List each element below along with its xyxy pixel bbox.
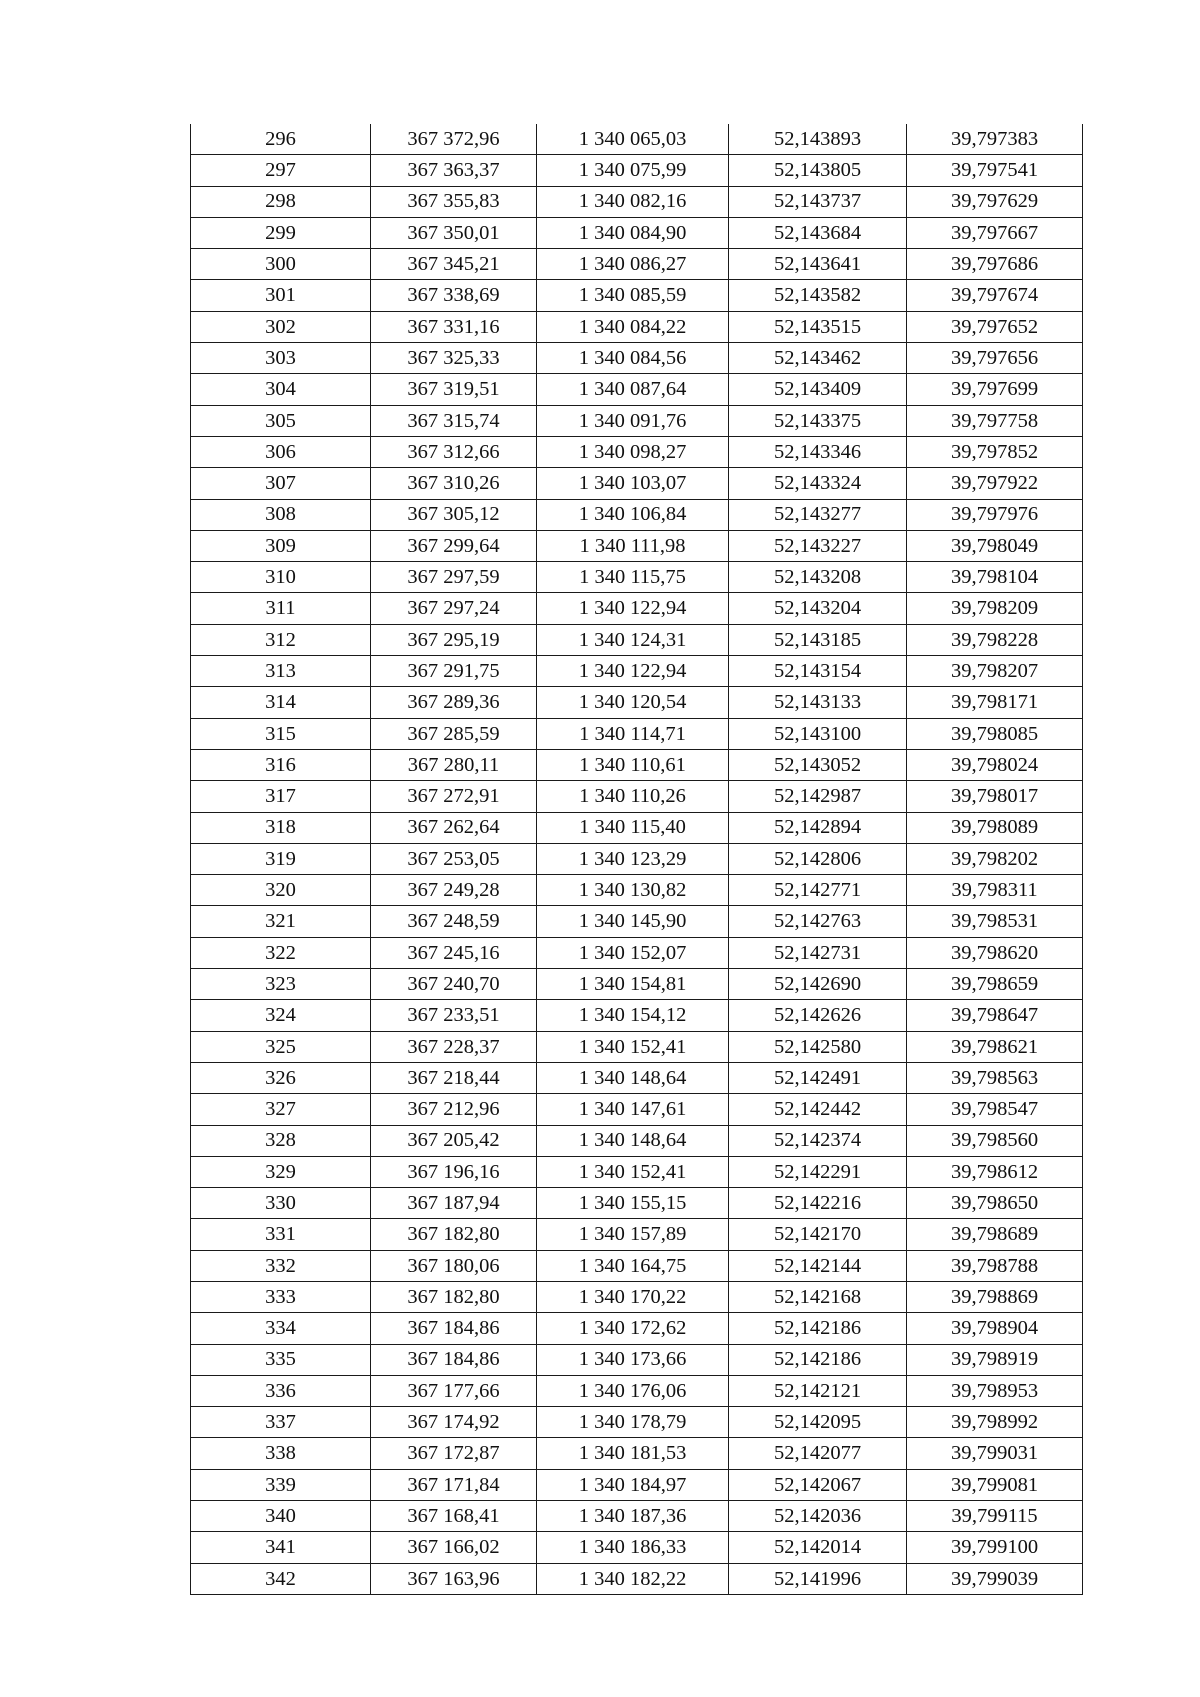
x-coordinate-cell: 367 291,75 bbox=[371, 656, 537, 687]
y-coordinate-cell: 1 340 164,75 bbox=[537, 1250, 729, 1281]
x-coordinate-cell: 367 174,92 bbox=[371, 1407, 537, 1438]
table-row bbox=[191, 1062, 1083, 1093]
longitude-cell: 39,797667 bbox=[907, 217, 1083, 248]
point-number-cell: 302 bbox=[191, 311, 371, 342]
longitude-cell: 39,798228 bbox=[907, 624, 1083, 655]
latitude-cell: 52,142690 bbox=[729, 969, 907, 1000]
longitude-cell: 39,799100 bbox=[907, 1532, 1083, 1563]
x-coordinate-cell: 367 253,05 bbox=[371, 843, 537, 874]
longitude-cell: 39,797758 bbox=[907, 405, 1083, 436]
table-row bbox=[191, 593, 1083, 624]
table-row bbox=[191, 1344, 1083, 1375]
y-coordinate-cell: 1 340 085,59 bbox=[537, 280, 729, 311]
table-row bbox=[191, 1031, 1083, 1062]
latitude-cell: 52,142144 bbox=[729, 1250, 907, 1281]
latitude-cell: 52,143154 bbox=[729, 656, 907, 687]
latitude-cell: 52,142067 bbox=[729, 1469, 907, 1500]
x-coordinate-cell: 367 345,21 bbox=[371, 249, 537, 280]
y-coordinate-cell: 1 340 122,94 bbox=[537, 656, 729, 687]
point-number-cell: 332 bbox=[191, 1250, 371, 1281]
latitude-cell: 52,142077 bbox=[729, 1438, 907, 1469]
longitude-cell: 39,798024 bbox=[907, 749, 1083, 780]
latitude-cell: 52,143375 bbox=[729, 405, 907, 436]
table-row bbox=[191, 812, 1083, 843]
x-coordinate-cell: 367 205,42 bbox=[371, 1125, 537, 1156]
point-number-cell: 318 bbox=[191, 812, 371, 843]
table-row bbox=[191, 436, 1083, 467]
latitude-cell: 52,141996 bbox=[729, 1563, 907, 1594]
table-row bbox=[191, 1125, 1083, 1156]
y-coordinate-cell: 1 340 147,61 bbox=[537, 1094, 729, 1125]
table-row bbox=[191, 374, 1083, 405]
y-coordinate-cell: 1 340 152,41 bbox=[537, 1156, 729, 1187]
latitude-cell: 52,142186 bbox=[729, 1344, 907, 1375]
latitude-cell: 52,142987 bbox=[729, 781, 907, 812]
table-row bbox=[191, 1407, 1083, 1438]
point-number-cell: 301 bbox=[191, 280, 371, 311]
latitude-cell: 52,143893 bbox=[729, 124, 907, 155]
point-number-cell: 316 bbox=[191, 749, 371, 780]
x-coordinate-cell: 367 355,83 bbox=[371, 186, 537, 217]
y-coordinate-cell: 1 340 176,06 bbox=[537, 1375, 729, 1406]
x-coordinate-cell: 367 249,28 bbox=[371, 875, 537, 906]
longitude-cell: 39,797699 bbox=[907, 374, 1083, 405]
point-number-cell: 328 bbox=[191, 1125, 371, 1156]
x-coordinate-cell: 367 350,01 bbox=[371, 217, 537, 248]
longitude-cell: 39,798904 bbox=[907, 1313, 1083, 1344]
point-number-cell: 329 bbox=[191, 1156, 371, 1187]
latitude-cell: 52,142626 bbox=[729, 1000, 907, 1031]
latitude-cell: 52,143737 bbox=[729, 186, 907, 217]
point-number-cell: 324 bbox=[191, 1000, 371, 1031]
y-coordinate-cell: 1 340 087,64 bbox=[537, 374, 729, 405]
x-coordinate-cell: 367 319,51 bbox=[371, 374, 537, 405]
x-coordinate-cell: 367 212,96 bbox=[371, 1094, 537, 1125]
x-coordinate-cell: 367 262,64 bbox=[371, 812, 537, 843]
y-coordinate-cell: 1 340 120,54 bbox=[537, 687, 729, 718]
latitude-cell: 52,142763 bbox=[729, 906, 907, 937]
y-coordinate-cell: 1 340 091,76 bbox=[537, 405, 729, 436]
table-row bbox=[191, 562, 1083, 593]
x-coordinate-cell: 367 168,41 bbox=[371, 1501, 537, 1532]
table-row bbox=[191, 405, 1083, 436]
longitude-cell: 39,799031 bbox=[907, 1438, 1083, 1469]
point-number-cell: 300 bbox=[191, 249, 371, 280]
table-row bbox=[191, 749, 1083, 780]
point-number-cell: 311 bbox=[191, 593, 371, 624]
latitude-cell: 52,142121 bbox=[729, 1375, 907, 1406]
latitude-cell: 52,143462 bbox=[729, 343, 907, 374]
y-coordinate-cell: 1 340 186,33 bbox=[537, 1532, 729, 1563]
longitude-cell: 39,797629 bbox=[907, 186, 1083, 217]
point-number-cell: 310 bbox=[191, 562, 371, 593]
y-coordinate-cell: 1 340 152,41 bbox=[537, 1031, 729, 1062]
latitude-cell: 52,142580 bbox=[729, 1031, 907, 1062]
point-number-cell: 303 bbox=[191, 343, 371, 374]
table-row bbox=[191, 124, 1083, 155]
point-number-cell: 309 bbox=[191, 530, 371, 561]
x-coordinate-cell: 367 184,86 bbox=[371, 1344, 537, 1375]
y-coordinate-cell: 1 340 170,22 bbox=[537, 1281, 729, 1312]
x-coordinate-cell: 367 338,69 bbox=[371, 280, 537, 311]
point-number-cell: 338 bbox=[191, 1438, 371, 1469]
longitude-cell: 39,797922 bbox=[907, 468, 1083, 499]
table-row bbox=[191, 687, 1083, 718]
point-number-cell: 340 bbox=[191, 1501, 371, 1532]
point-number-cell: 341 bbox=[191, 1532, 371, 1563]
point-number-cell: 330 bbox=[191, 1188, 371, 1219]
point-number-cell: 313 bbox=[191, 656, 371, 687]
table-row bbox=[191, 1219, 1083, 1250]
longitude-cell: 39,799115 bbox=[907, 1501, 1083, 1532]
table-row bbox=[191, 155, 1083, 186]
longitude-cell: 39,798089 bbox=[907, 812, 1083, 843]
x-coordinate-cell: 367 218,44 bbox=[371, 1062, 537, 1093]
longitude-cell: 39,797686 bbox=[907, 249, 1083, 280]
point-number-cell: 334 bbox=[191, 1313, 371, 1344]
latitude-cell: 52,143204 bbox=[729, 593, 907, 624]
y-coordinate-cell: 1 340 148,64 bbox=[537, 1062, 729, 1093]
point-number-cell: 327 bbox=[191, 1094, 371, 1125]
y-coordinate-cell: 1 340 114,71 bbox=[537, 718, 729, 749]
table-row bbox=[191, 217, 1083, 248]
point-number-cell: 298 bbox=[191, 186, 371, 217]
point-number-cell: 331 bbox=[191, 1219, 371, 1250]
x-coordinate-cell: 367 184,86 bbox=[371, 1313, 537, 1344]
point-number-cell: 337 bbox=[191, 1407, 371, 1438]
longitude-cell: 39,798207 bbox=[907, 656, 1083, 687]
latitude-cell: 52,143684 bbox=[729, 217, 907, 248]
longitude-cell: 39,799081 bbox=[907, 1469, 1083, 1500]
longitude-cell: 39,798560 bbox=[907, 1125, 1083, 1156]
latitude-cell: 52,142374 bbox=[729, 1125, 907, 1156]
y-coordinate-cell: 1 340 181,53 bbox=[537, 1438, 729, 1469]
point-number-cell: 325 bbox=[191, 1031, 371, 1062]
y-coordinate-cell: 1 340 103,07 bbox=[537, 468, 729, 499]
latitude-cell: 52,142806 bbox=[729, 843, 907, 874]
longitude-cell: 39,798689 bbox=[907, 1219, 1083, 1250]
table-row bbox=[191, 311, 1083, 342]
point-number-cell: 319 bbox=[191, 843, 371, 874]
longitude-cell: 39,798311 bbox=[907, 875, 1083, 906]
y-coordinate-cell: 1 340 084,22 bbox=[537, 311, 729, 342]
point-number-cell: 335 bbox=[191, 1344, 371, 1375]
x-coordinate-cell: 367 196,16 bbox=[371, 1156, 537, 1187]
y-coordinate-cell: 1 340 130,82 bbox=[537, 875, 729, 906]
x-coordinate-cell: 367 233,51 bbox=[371, 1000, 537, 1031]
table-row bbox=[191, 906, 1083, 937]
x-coordinate-cell: 367 315,74 bbox=[371, 405, 537, 436]
latitude-cell: 52,143185 bbox=[729, 624, 907, 655]
y-coordinate-cell: 1 340 172,62 bbox=[537, 1313, 729, 1344]
latitude-cell: 52,143100 bbox=[729, 718, 907, 749]
table-row bbox=[191, 1094, 1083, 1125]
longitude-cell: 39,798202 bbox=[907, 843, 1083, 874]
longitude-cell: 39,798563 bbox=[907, 1062, 1083, 1093]
longitude-cell: 39,797976 bbox=[907, 499, 1083, 530]
point-number-cell: 297 bbox=[191, 155, 371, 186]
longitude-cell: 39,798612 bbox=[907, 1156, 1083, 1187]
y-coordinate-cell: 1 340 110,26 bbox=[537, 781, 729, 812]
table-row bbox=[191, 1563, 1083, 1594]
latitude-cell: 52,142894 bbox=[729, 812, 907, 843]
y-coordinate-cell: 1 340 154,81 bbox=[537, 969, 729, 1000]
latitude-cell: 52,143208 bbox=[729, 562, 907, 593]
point-number-cell: 317 bbox=[191, 781, 371, 812]
y-coordinate-cell: 1 340 178,79 bbox=[537, 1407, 729, 1438]
point-number-cell: 323 bbox=[191, 969, 371, 1000]
latitude-cell: 52,142291 bbox=[729, 1156, 907, 1187]
latitude-cell: 52,143227 bbox=[729, 530, 907, 561]
x-coordinate-cell: 367 163,96 bbox=[371, 1563, 537, 1594]
y-coordinate-cell: 1 340 098,27 bbox=[537, 436, 729, 467]
x-coordinate-cell: 367 172,87 bbox=[371, 1438, 537, 1469]
table-row bbox=[191, 969, 1083, 1000]
longitude-cell: 39,798869 bbox=[907, 1281, 1083, 1312]
table-row bbox=[191, 1313, 1083, 1344]
x-coordinate-cell: 367 305,12 bbox=[371, 499, 537, 530]
x-coordinate-cell: 367 245,16 bbox=[371, 937, 537, 968]
table-row bbox=[191, 1469, 1083, 1500]
y-coordinate-cell: 1 340 084,56 bbox=[537, 343, 729, 374]
table-row bbox=[191, 624, 1083, 655]
longitude-cell: 39,798547 bbox=[907, 1094, 1083, 1125]
y-coordinate-cell: 1 340 086,27 bbox=[537, 249, 729, 280]
point-number-cell: 296 bbox=[191, 124, 371, 155]
y-coordinate-cell: 1 340 155,15 bbox=[537, 1188, 729, 1219]
x-coordinate-cell: 367 325,33 bbox=[371, 343, 537, 374]
x-coordinate-cell: 367 166,02 bbox=[371, 1532, 537, 1563]
latitude-cell: 52,143641 bbox=[729, 249, 907, 280]
y-coordinate-cell: 1 340 154,12 bbox=[537, 1000, 729, 1031]
longitude-cell: 39,797652 bbox=[907, 311, 1083, 342]
x-coordinate-cell: 367 363,37 bbox=[371, 155, 537, 186]
longitude-cell: 39,799039 bbox=[907, 1563, 1083, 1594]
latitude-cell: 52,142168 bbox=[729, 1281, 907, 1312]
latitude-cell: 52,143277 bbox=[729, 499, 907, 530]
latitude-cell: 52,143409 bbox=[729, 374, 907, 405]
table-row bbox=[191, 530, 1083, 561]
point-number-cell: 320 bbox=[191, 875, 371, 906]
point-number-cell: 308 bbox=[191, 499, 371, 530]
point-number-cell: 336 bbox=[191, 1375, 371, 1406]
point-number-cell: 321 bbox=[191, 906, 371, 937]
longitude-cell: 39,797541 bbox=[907, 155, 1083, 186]
latitude-cell: 52,142095 bbox=[729, 1407, 907, 1438]
latitude-cell: 52,143324 bbox=[729, 468, 907, 499]
y-coordinate-cell: 1 340 152,07 bbox=[537, 937, 729, 968]
x-coordinate-cell: 367 299,64 bbox=[371, 530, 537, 561]
y-coordinate-cell: 1 340 065,03 bbox=[537, 124, 729, 155]
y-coordinate-cell: 1 340 182,22 bbox=[537, 1563, 729, 1594]
table-row bbox=[191, 1532, 1083, 1563]
latitude-cell: 52,143346 bbox=[729, 436, 907, 467]
x-coordinate-cell: 367 280,11 bbox=[371, 749, 537, 780]
latitude-cell: 52,143582 bbox=[729, 280, 907, 311]
x-coordinate-cell: 367 285,59 bbox=[371, 718, 537, 749]
point-number-cell: 326 bbox=[191, 1062, 371, 1093]
latitude-cell: 52,143515 bbox=[729, 311, 907, 342]
x-coordinate-cell: 367 297,24 bbox=[371, 593, 537, 624]
x-coordinate-cell: 367 180,06 bbox=[371, 1250, 537, 1281]
table-row bbox=[191, 1250, 1083, 1281]
table-row bbox=[191, 1501, 1083, 1532]
table-row bbox=[191, 1000, 1083, 1031]
latitude-cell: 52,142170 bbox=[729, 1219, 907, 1250]
point-number-cell: 305 bbox=[191, 405, 371, 436]
x-coordinate-cell: 367 372,96 bbox=[371, 124, 537, 155]
longitude-cell: 39,798085 bbox=[907, 718, 1083, 749]
point-number-cell: 339 bbox=[191, 1469, 371, 1500]
longitude-cell: 39,797656 bbox=[907, 343, 1083, 374]
y-coordinate-cell: 1 340 157,89 bbox=[537, 1219, 729, 1250]
x-coordinate-cell: 367 312,66 bbox=[371, 436, 537, 467]
table-row bbox=[191, 249, 1083, 280]
latitude-cell: 52,142036 bbox=[729, 1501, 907, 1532]
x-coordinate-cell: 367 248,59 bbox=[371, 906, 537, 937]
latitude-cell: 52,143052 bbox=[729, 749, 907, 780]
table-row bbox=[191, 1156, 1083, 1187]
point-number-cell: 299 bbox=[191, 217, 371, 248]
longitude-cell: 39,798621 bbox=[907, 1031, 1083, 1062]
longitude-cell: 39,797674 bbox=[907, 280, 1083, 311]
x-coordinate-cell: 367 272,91 bbox=[371, 781, 537, 812]
point-number-cell: 314 bbox=[191, 687, 371, 718]
longitude-cell: 39,798788 bbox=[907, 1250, 1083, 1281]
x-coordinate-cell: 367 228,37 bbox=[371, 1031, 537, 1062]
point-number-cell: 306 bbox=[191, 436, 371, 467]
point-number-cell: 315 bbox=[191, 718, 371, 749]
table-row bbox=[191, 499, 1083, 530]
latitude-cell: 52,142014 bbox=[729, 1532, 907, 1563]
latitude-cell: 52,142442 bbox=[729, 1094, 907, 1125]
x-coordinate-cell: 367 295,19 bbox=[371, 624, 537, 655]
y-coordinate-cell: 1 340 184,97 bbox=[537, 1469, 729, 1500]
longitude-cell: 39,798017 bbox=[907, 781, 1083, 812]
table-row bbox=[191, 718, 1083, 749]
y-coordinate-cell: 1 340 110,61 bbox=[537, 749, 729, 780]
latitude-cell: 52,142491 bbox=[729, 1062, 907, 1093]
y-coordinate-cell: 1 340 115,75 bbox=[537, 562, 729, 593]
longitude-cell: 39,798953 bbox=[907, 1375, 1083, 1406]
y-coordinate-cell: 1 340 111,98 bbox=[537, 530, 729, 561]
y-coordinate-cell: 1 340 106,84 bbox=[537, 499, 729, 530]
table-row bbox=[191, 468, 1083, 499]
latitude-cell: 52,143133 bbox=[729, 687, 907, 718]
y-coordinate-cell: 1 340 122,94 bbox=[537, 593, 729, 624]
table-row bbox=[191, 343, 1083, 374]
latitude-cell: 52,142186 bbox=[729, 1313, 907, 1344]
x-coordinate-cell: 367 182,80 bbox=[371, 1281, 537, 1312]
y-coordinate-cell: 1 340 082,16 bbox=[537, 186, 729, 217]
x-coordinate-cell: 367 240,70 bbox=[371, 969, 537, 1000]
x-coordinate-cell: 367 177,66 bbox=[371, 1375, 537, 1406]
longitude-cell: 39,798659 bbox=[907, 969, 1083, 1000]
x-coordinate-cell: 367 297,59 bbox=[371, 562, 537, 593]
x-coordinate-cell: 367 310,26 bbox=[371, 468, 537, 499]
x-coordinate-cell: 367 331,16 bbox=[371, 311, 537, 342]
longitude-cell: 39,797852 bbox=[907, 436, 1083, 467]
latitude-cell: 52,142771 bbox=[729, 875, 907, 906]
longitude-cell: 39,798919 bbox=[907, 1344, 1083, 1375]
table-row bbox=[191, 1438, 1083, 1469]
table-row bbox=[191, 1188, 1083, 1219]
latitude-cell: 52,143805 bbox=[729, 155, 907, 186]
x-coordinate-cell: 367 171,84 bbox=[371, 1469, 537, 1500]
y-coordinate-cell: 1 340 173,66 bbox=[537, 1344, 729, 1375]
table-row bbox=[191, 843, 1083, 874]
longitude-cell: 39,798647 bbox=[907, 1000, 1083, 1031]
point-number-cell: 322 bbox=[191, 937, 371, 968]
longitude-cell: 39,798171 bbox=[907, 687, 1083, 718]
y-coordinate-cell: 1 340 115,40 bbox=[537, 812, 729, 843]
point-number-cell: 333 bbox=[191, 1281, 371, 1312]
longitude-cell: 39,798992 bbox=[907, 1407, 1083, 1438]
longitude-cell: 39,798049 bbox=[907, 530, 1083, 561]
table-row bbox=[191, 656, 1083, 687]
longitude-cell: 39,797383 bbox=[907, 124, 1083, 155]
table-row bbox=[191, 280, 1083, 311]
longitude-cell: 39,798650 bbox=[907, 1188, 1083, 1219]
coordinates-table-body bbox=[191, 124, 1083, 1594]
y-coordinate-cell: 1 340 145,90 bbox=[537, 906, 729, 937]
latitude-cell: 52,142216 bbox=[729, 1188, 907, 1219]
x-coordinate-cell: 367 182,80 bbox=[371, 1219, 537, 1250]
point-number-cell: 342 bbox=[191, 1563, 371, 1594]
latitude-cell: 52,142731 bbox=[729, 937, 907, 968]
point-number-cell: 312 bbox=[191, 624, 371, 655]
longitude-cell: 39,798531 bbox=[907, 906, 1083, 937]
y-coordinate-cell: 1 340 124,31 bbox=[537, 624, 729, 655]
longitude-cell: 39,798209 bbox=[907, 593, 1083, 624]
y-coordinate-cell: 1 340 075,99 bbox=[537, 155, 729, 186]
x-coordinate-cell: 367 289,36 bbox=[371, 687, 537, 718]
y-coordinate-cell: 1 340 187,36 bbox=[537, 1501, 729, 1532]
x-coordinate-cell: 367 187,94 bbox=[371, 1188, 537, 1219]
table-row bbox=[191, 186, 1083, 217]
coordinates-table bbox=[190, 124, 1083, 1595]
table-row bbox=[191, 781, 1083, 812]
longitude-cell: 39,798104 bbox=[907, 562, 1083, 593]
longitude-cell: 39,798620 bbox=[907, 937, 1083, 968]
table-row bbox=[191, 875, 1083, 906]
table-row bbox=[191, 1281, 1083, 1312]
point-number-cell: 307 bbox=[191, 468, 371, 499]
y-coordinate-cell: 1 340 084,90 bbox=[537, 217, 729, 248]
table-row bbox=[191, 1375, 1083, 1406]
y-coordinate-cell: 1 340 123,29 bbox=[537, 843, 729, 874]
y-coordinate-cell: 1 340 148,64 bbox=[537, 1125, 729, 1156]
point-number-cell: 304 bbox=[191, 374, 371, 405]
table-row bbox=[191, 937, 1083, 968]
